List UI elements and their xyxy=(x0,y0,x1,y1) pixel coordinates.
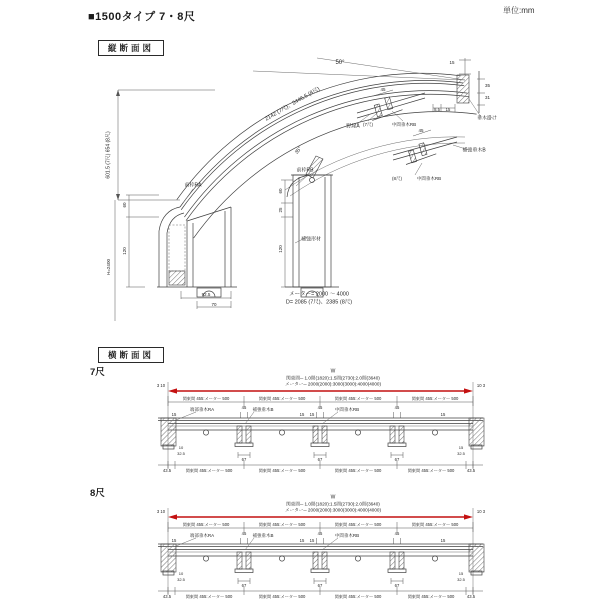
annotation-text: 関東間 455:メーター 500 xyxy=(258,593,306,599)
annotation-text: 15 xyxy=(309,411,315,417)
annotation-text: 前枠RB xyxy=(296,167,314,174)
annotation-text: メーター─ 2000(2000):3000(3000):4000(4000) xyxy=(285,507,381,513)
annotation-text: 35 xyxy=(485,82,491,88)
annotation-text: 67 xyxy=(394,582,400,588)
longitudinal-linework xyxy=(85,55,545,363)
annotation-text: 関東間 455:メーター 500 xyxy=(411,395,459,401)
page-title: ■1500タイプ 7・8尺 xyxy=(88,11,196,23)
annotation-text: 43.5 xyxy=(162,593,172,599)
section-label-longitudinal: 縦断面図 xyxy=(98,40,164,56)
annotation-text: メーター─ 2000(2000):3000(3000):4000(4000) xyxy=(285,381,381,387)
annotation-text: 3 10 xyxy=(156,508,166,514)
annotation-text: 10 xyxy=(178,445,184,450)
annotation-text: 70 xyxy=(211,301,217,307)
annotation-text: 関東間 455:メーター 500 xyxy=(185,467,233,473)
annotation-text: メーター= 2000 〜 4000 xyxy=(289,291,349,298)
annotation-text: 10 xyxy=(178,571,184,576)
annotation-text: 45 xyxy=(317,530,323,536)
annotation-text: 67 xyxy=(317,456,323,462)
annotation-text: 120 xyxy=(277,245,283,253)
annotation-text: 45 xyxy=(394,530,400,536)
annotation-text: 15 xyxy=(309,537,315,543)
annotation-text: 前枠RA xyxy=(184,182,202,189)
annotation-text: 25 xyxy=(277,207,283,213)
cross-section-7shaku xyxy=(150,368,495,480)
annotation-text: 2142 (7尺)、2446.5 (8尺) xyxy=(264,86,321,123)
annotation-text: D= 2085 (7尺)、2385 (8尺) xyxy=(285,299,353,306)
annotation-text: 8.5 xyxy=(434,106,440,112)
annotation-text: 端部垂木RA xyxy=(189,532,215,538)
annotation-text: W xyxy=(330,494,336,501)
annotation-text: 関東間 455:メーター 500 xyxy=(258,467,306,473)
annotation-text: 32.5 xyxy=(177,451,185,456)
annotation-text: 67 xyxy=(241,582,247,588)
annotation-text: 45 xyxy=(317,404,323,410)
annotation-text: 15 xyxy=(458,445,464,450)
annotation-text: 15 xyxy=(440,537,446,543)
annotation-text: W xyxy=(330,368,336,375)
annotation-text: 関東間 455:メーター 500 xyxy=(334,395,382,401)
annotation-text: 中間垂木RB xyxy=(391,121,417,127)
annotation-text: 32.5 xyxy=(457,577,465,582)
annotation-text: 関東間 455:メーター 500 xyxy=(334,521,382,527)
annotation-text: 32.5 xyxy=(177,577,185,582)
annotation-text: 45 xyxy=(418,127,424,133)
annotation-text: 35° xyxy=(293,145,304,156)
annotation-text: 補強垂木B xyxy=(462,147,486,154)
annotation-text: 45 xyxy=(241,530,247,536)
annotation-text: 15 xyxy=(445,106,451,112)
longitudinal-section-drawing xyxy=(85,55,545,363)
annotation-text: 10 3 xyxy=(476,508,486,514)
annotation-text: (8尺) xyxy=(392,175,402,181)
annotation-text: 15 xyxy=(299,537,305,543)
annotation-text: 15 xyxy=(449,59,455,65)
annotation-text: 601.5 (7尺) 654 (8尺) xyxy=(105,131,112,179)
annotation-text: 15 xyxy=(171,411,177,417)
annotation-text: 43.5 xyxy=(162,467,172,473)
annotation-text: 3 10 xyxy=(156,382,166,388)
annotation-text: 関東間─ 1.0間(1820):1.5間(2730):2.0間(3640) xyxy=(286,501,380,507)
annotation-text: 中間垂木RB xyxy=(334,406,360,412)
annotation-text: 関東間 455:メーター 500 xyxy=(185,593,233,599)
annotation-text: 端部垂木RA xyxy=(189,406,215,412)
annotation-text: 関東間 455:メーター 500 xyxy=(334,593,382,599)
annotation-text: 関東間 455:メーター 500 xyxy=(258,395,306,401)
annotation-text: 50° xyxy=(335,60,345,66)
annotation-text: 15 xyxy=(299,411,305,417)
annotation-text: 中間垂木RB xyxy=(334,532,360,538)
annotation-text: 60 xyxy=(277,188,283,194)
annotation-text: 関東間 455:メーター 500 xyxy=(407,467,455,473)
annotation-text: 45 xyxy=(241,404,247,410)
unit-label: 単位:mm xyxy=(503,6,535,15)
annotation-text: 関東間 455:メーター 500 xyxy=(182,395,230,401)
annotation-text: 関東間 455:メーター 500 xyxy=(334,467,382,473)
sublabel-8shaku: 8尺 xyxy=(90,488,105,499)
annotation-text: 92.5 xyxy=(201,291,211,297)
annotation-text: 関東間 455:メーター 500 xyxy=(407,593,455,599)
annotation-text: 補強垂木B xyxy=(252,532,274,538)
annotation-text: 野縁A xyxy=(346,123,360,130)
annotation-text: 31 xyxy=(485,94,491,100)
annotation-text: 67 xyxy=(317,582,323,588)
annotation-text: 関東間 455:メーター 500 xyxy=(182,521,230,527)
sublabel-7shaku: 7尺 xyxy=(90,367,105,378)
annotation-text: 120 xyxy=(121,247,127,255)
cross-section-8shaku xyxy=(150,494,495,600)
annotation-text: 67 xyxy=(241,456,247,462)
section-label-cross: 横断面図 xyxy=(98,347,164,363)
annotation-text: 43.5 xyxy=(466,467,476,473)
annotation-text: 関東間─ 1.0間(1820):1.5間(2730):2.0間(3640) xyxy=(286,375,380,381)
annotation-text: 補強垂木B xyxy=(252,406,274,412)
annotation-text: 中間垂木RB xyxy=(416,175,442,181)
annotation-text: 関東間 455:メーター 500 xyxy=(258,521,306,527)
annotation-text: 45 xyxy=(394,404,400,410)
annotation-text: 32.5 xyxy=(457,451,465,456)
annotation-text: 15 xyxy=(171,537,177,543)
annotation-text: 15 xyxy=(458,571,464,576)
annotation-text: H=2400 xyxy=(105,259,111,275)
annotation-text: 60 xyxy=(121,202,127,208)
annotation-text: 10 3 xyxy=(476,382,486,388)
annotation-text: 垂木掛け xyxy=(476,115,498,122)
annotation-text: 45 xyxy=(380,86,386,92)
annotation-text: 補強形材 xyxy=(300,236,322,243)
annotation-text: 関東間 455:メーター 500 xyxy=(411,521,459,527)
annotation-text: (7尺) xyxy=(363,121,373,127)
annotation-text: 15 xyxy=(440,411,446,417)
annotation-text: 67 xyxy=(394,456,400,462)
annotation-text: 43.5 xyxy=(466,593,476,599)
